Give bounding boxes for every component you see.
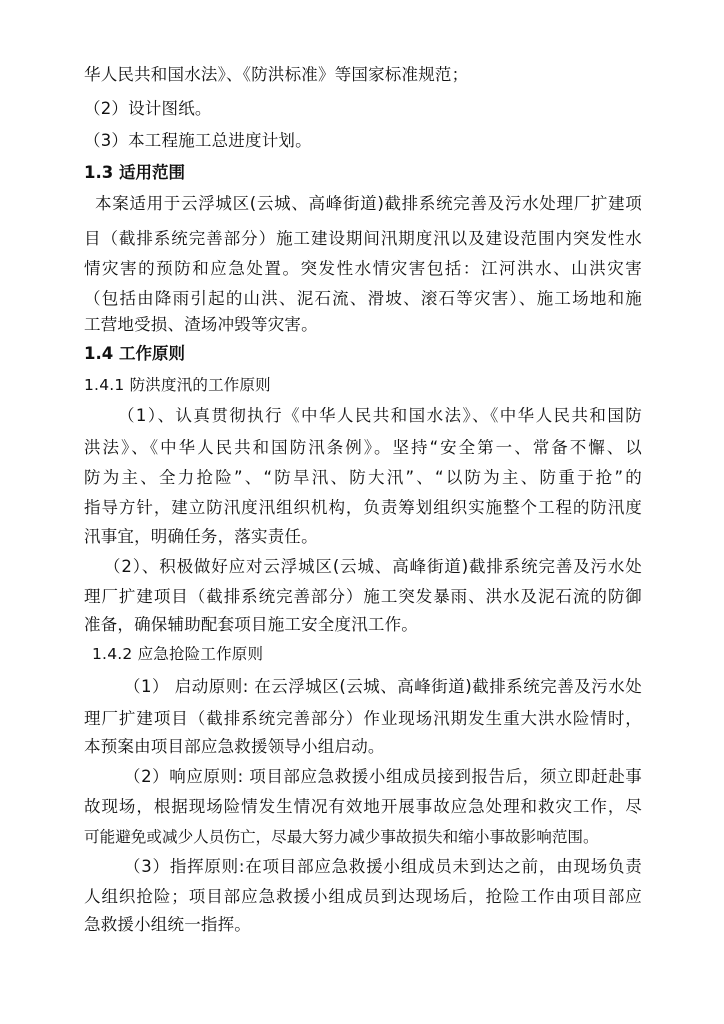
flood-principle-1-line-3: 防为主、全力抢险”、“防旱汛、防大汛”、“以防为主、防重于抢”的: [84, 468, 642, 487]
intro-tail-line: 华人民共和国水法》、《防洪标准》等国家标准规范；: [84, 65, 469, 84]
emergency-response-line-2: 故现场，根据现场险情发生情况有效地开展事故应急处理和救灾工作，尽: [84, 797, 642, 816]
list-item-design-drawings: （2）设计图纸。: [84, 99, 212, 118]
scope-line-2: 目（截排系统完善部分）施工建设期间汛期度汛以及建设范围内突发性水: [84, 229, 642, 248]
emergency-start-line-2: 理厂扩建项目（截排系统完善部分）作业现场汛期发生重大洪水险情时，: [84, 709, 642, 728]
emergency-start-line-1: （1） 启动原则: 在云浮城区(云城、高峰街道)截排系统完善及污水处: [124, 677, 642, 696]
emergency-command-line-3: 急救援小组统一指挥。: [84, 915, 251, 934]
scope-line-1: 本案适用于云浮城区(云城、高峰街道)截排系统完善及污水处理厂扩建项: [95, 194, 642, 213]
emergency-command-line-2: 人组织抢险；项目部应急救援小组成员到达现场后，抢险工作由项目部应: [84, 887, 642, 906]
flood-principle-2-line-2: 理厂扩建项目（截排系统完善部分）施工突发暴雨、洪水及泥石流的防御: [84, 587, 642, 606]
subsection-heading-1-4-1: 1.4.1 防洪度汛的工作原则: [84, 376, 271, 394]
emergency-start-line-3: 本预案由项目部应急救援领导小组启动。: [84, 737, 385, 756]
section-heading-1-4: 1.4 工作原则: [84, 344, 185, 363]
scope-line-5: 工营地受损、渣场冲毁等灾害。: [84, 315, 318, 334]
flood-principle-1-line-5: 汛事宜，明确任务，落实责任。: [84, 527, 318, 546]
flood-principle-1-line-4: 指导方针，建立防汛度汛组织机构，负责筹划组织实施整个工程的防汛度: [84, 498, 642, 517]
scope-line-3: 情灾害的预防和应急处置。突发性水情灾害包括：江河洪水、山洪灾害: [84, 259, 642, 278]
emergency-response-line-3: 可能避免或减少人员伤亡，尽最大努力减少事故损失和缩小事故影响范围。: [84, 828, 599, 846]
flood-principle-2-line-1: （2）、积极做好应对云浮城区(云城、高峰街道)截排系统完善及污水处: [104, 557, 642, 576]
scope-line-4: （包括由降雨引起的山洪、泥石流、滑坡、滚石等灾害）、施工场地和施: [84, 289, 642, 308]
list-item-schedule: （3）本工程施工总进度计划。: [84, 131, 312, 150]
flood-principle-2-line-3: 准备，确保辅助配套项目施工安全度汛工作。: [84, 615, 418, 634]
flood-principle-1-line-1: （1）、认真贯彻执行《中华人民共和国水法》、《中华人民共和国防: [118, 406, 642, 425]
section-heading-1-3: 1.3 适用范围: [84, 163, 185, 182]
subsection-heading-1-4-2: 1.4.2 应急抢险工作原则: [92, 645, 264, 663]
flood-principle-1-line-2: 洪法》、《中华人民共和国防汛条例》。坚持“安全第一、常备不懈、以: [84, 438, 642, 457]
emergency-command-line-1: （3）指挥原则:在项目部应急救援小组成员未到达之前，由现场负责: [124, 857, 642, 876]
emergency-response-line-1: （2）响应原则: 项目部应急救援小组成员接到报告后，须立即赶赴事: [124, 767, 642, 786]
